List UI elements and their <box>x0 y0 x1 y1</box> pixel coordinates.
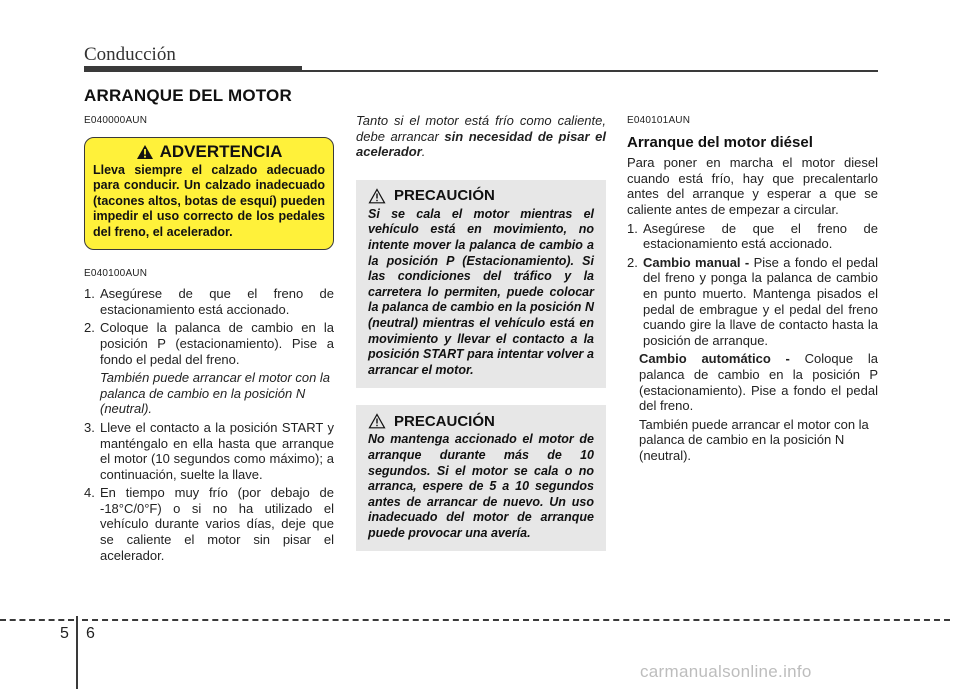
auto-note: También puede arrancar el motor con la palanca de cambio en la posición N (neutral). <box>639 416 869 463</box>
intro-bold-text: sin necesidad de pisar el acelerador <box>356 128 606 160</box>
step-number: 4. <box>84 485 95 501</box>
step-text: En tiempo muy frío (por debajo de -18°C/0°F) o si no ha utilizado el vehículo durante varios días, deje que se caliente el motor sin pisar el acelerador. <box>100 485 334 563</box>
steps-code: E040100AUN <box>84 267 148 279</box>
header-rule <box>302 70 878 72</box>
auto-label: Cambio automático - <box>639 351 790 367</box>
step-body: Pise a fondo el pedal del freno y ponga la palanca de cambio en punto muerto. Mantenga pisados el pedal de embrague y el pedal del freno cuando gire la llave de contacto hasta la posición de arranque. <box>643 254 878 348</box>
list-item <box>84 286 334 317</box>
caution-text: Si se cala el motor mientras el vehículo está en movimiento, no intente mover la palanca de cambio a la posición P (Estacionamiento). Si las condiciones del tráfico y la carretera lo permiten, puede colocar la palanca de cambio en la posición N (neutral) mientras el vehículo está en movimiento y llevar el contacto a la posición START para intentar volver a arrancar el motor. <box>368 206 594 377</box>
header-bar <box>84 66 302 72</box>
step-number: 1. <box>84 286 95 302</box>
warning-triangle-icon <box>136 144 154 160</box>
warning-text: Lleva siempre el calzado adecuado para conducir. Un calzado inadecuado (tacones altos, botas de esquí) pueden impedir el uso correcto de los pedales del freno, el acelerador. <box>93 162 325 239</box>
page-header-title: Conducción <box>84 44 176 65</box>
caution-triangle-icon <box>368 188 386 204</box>
step-number: 2. <box>627 254 638 270</box>
list-item <box>84 420 334 482</box>
caution-header <box>368 188 594 204</box>
step-number: 1. <box>627 220 638 236</box>
footer-dash-left <box>0 619 74 621</box>
warning-header <box>93 141 325 161</box>
step-note: También puede arrancar el motor con la palanca de cambio en la posición N (neutral). <box>100 370 331 417</box>
intro-paragraph <box>356 113 606 160</box>
caution-text: No mantenga accionado el motor de arranque durante más de 10 segundos. Si el motor se cala o no arranca, espere de 5 a 10 segundos antes de arrancar de nuevo. Un uso inadecuado del motor de arranque puede provocar una avería. <box>368 432 594 540</box>
caution-title: PRECAUCIÓN <box>394 186 495 204</box>
section-number: 5 <box>60 625 69 642</box>
intro-text: Tanto si el motor está frío como caliente, debe arrancar <box>356 113 606 144</box>
caution-box <box>356 405 606 551</box>
list-item <box>84 320 334 367</box>
column-right <box>627 113 878 463</box>
watermark: carmanualsonline.info <box>640 662 812 681</box>
caution-triangle-icon <box>368 413 386 429</box>
section-code: E040101AUN <box>627 115 691 126</box>
intro-paragraph: Para poner en marcha el motor diesel cuando está frío, hay que precalentarlo antes del arranque y esperar a que se caliente antes de empezar a circular. <box>627 155 878 217</box>
step-number: 3. <box>84 419 95 435</box>
auto-text: Coloque la palanca de cambio en la posición P (estacionamiento). Pise a fondo el pedal del freno. <box>639 351 878 414</box>
caution-title: PRECAUCIÓN <box>394 412 495 430</box>
column-left <box>84 113 334 563</box>
caution-box <box>356 180 606 389</box>
step-text: Lleve el contacto a la posición START y manténgalo en ella hasta que arranque el motor (10 segundos como máximo); a continuación, suelte la llave. <box>100 419 334 482</box>
column-middle <box>356 113 606 551</box>
step-label: Cambio manual - <box>643 254 750 270</box>
auto-paragraph <box>627 351 878 413</box>
step-text: Coloque la palanca de cambio en la posición P (estacionamiento). Pise a fondo el pedal del freno. <box>100 320 334 367</box>
footer-divider <box>76 616 78 689</box>
step-text: Asegúrese de que el freno de estacionamiento está accionado. <box>643 220 878 252</box>
step-text: Asegúrese de que el freno de estacionamiento está accionado. <box>100 286 334 317</box>
section-code: E040000AUN <box>84 115 148 126</box>
warning-box <box>84 137 334 250</box>
warning-title: ADVERTENCIA <box>159 141 283 161</box>
list-item <box>627 255 878 349</box>
page-number: 6 <box>86 625 95 642</box>
step-number: 2. <box>84 320 95 336</box>
section-title: ARRANQUE DEL MOTOR <box>84 86 292 105</box>
caution-header <box>368 413 594 429</box>
step-text <box>643 255 878 349</box>
list-item <box>84 485 334 563</box>
subsection-title: Arranque del motor diésel <box>627 133 813 151</box>
intro-end: . <box>421 144 426 160</box>
footer-dash-right <box>82 619 950 621</box>
list-item <box>627 221 878 252</box>
